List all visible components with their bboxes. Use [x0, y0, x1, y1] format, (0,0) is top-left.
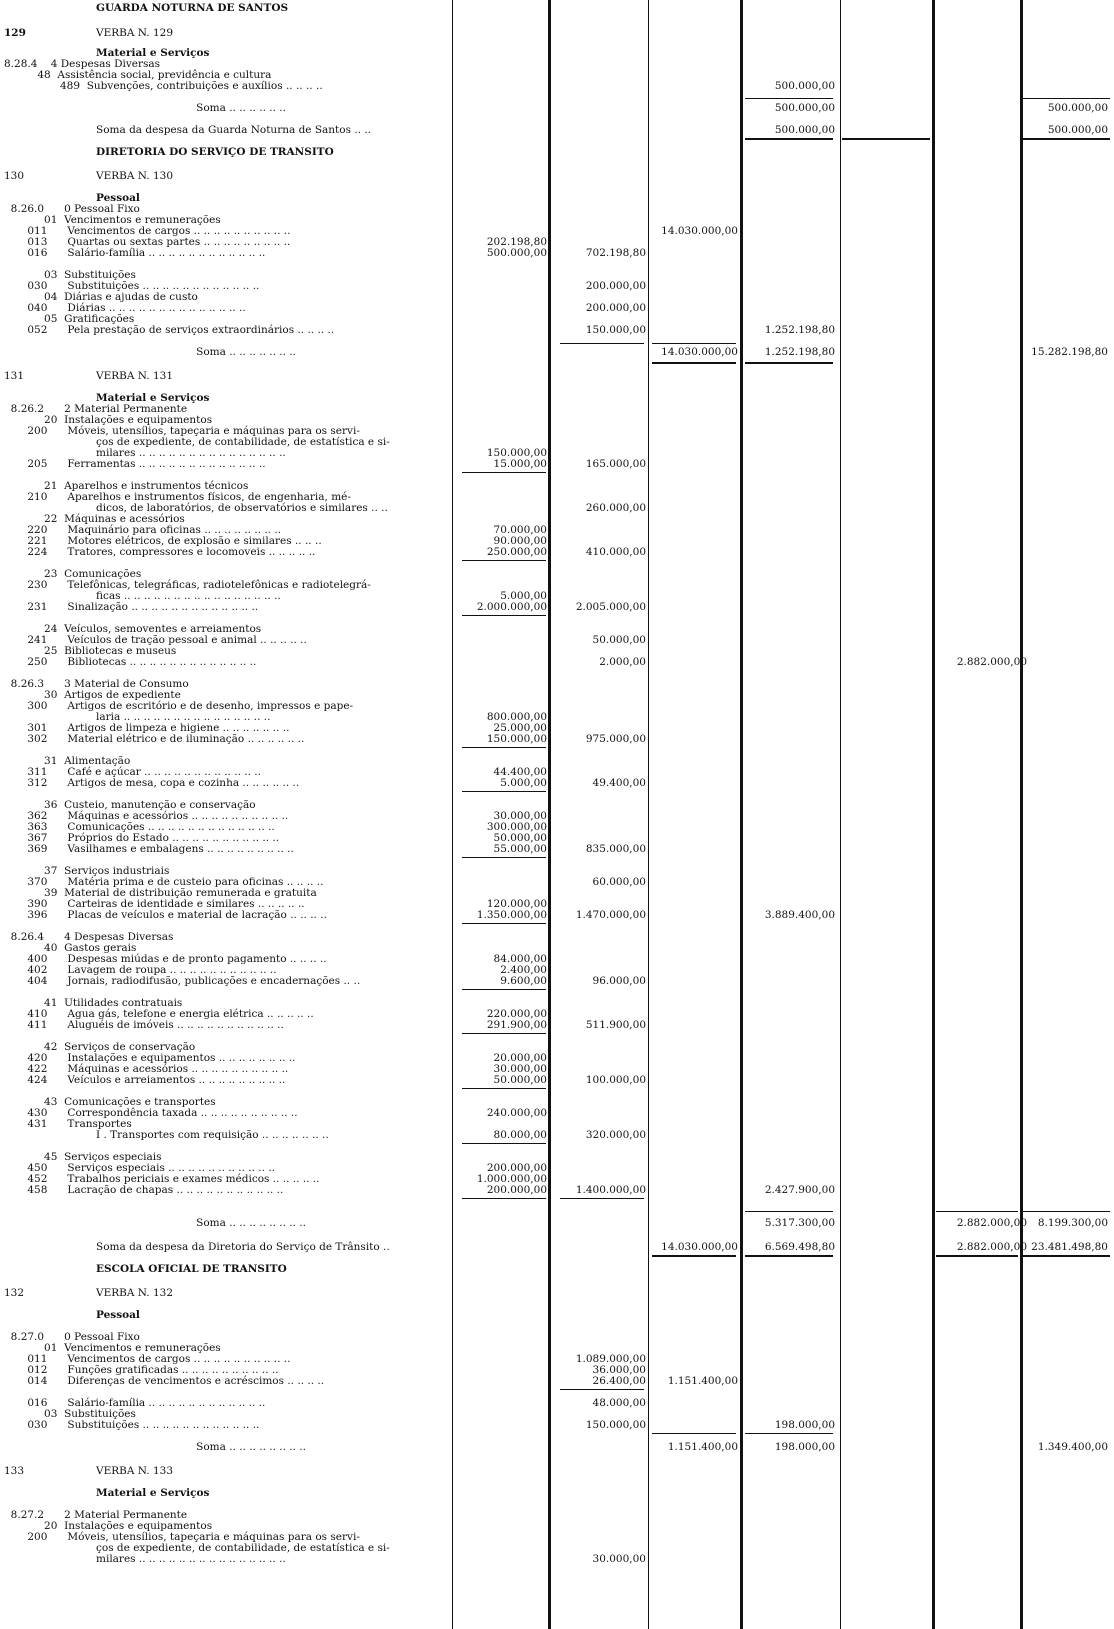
- amount-value: 3.889.400,00: [764, 909, 835, 921]
- document-line: VERBA N. 133: [96, 1465, 174, 1477]
- amount-value: 1.470.000,00: [575, 909, 646, 921]
- amount-value: 260.000,00: [585, 502, 646, 514]
- document-line: 431 Transportes: [4, 1118, 132, 1130]
- amount-value: 23.481.498,80: [1031, 1241, 1108, 1253]
- amount-value: 1.252.198,80: [764, 324, 835, 336]
- amount-value: 202.198,80: [486, 236, 547, 248]
- amount-value: 84.000,00: [493, 953, 547, 965]
- amount-value: 49.400,00: [592, 777, 646, 789]
- sum-rule: [936, 1211, 1018, 1212]
- amount-value: 90.000,00: [493, 535, 547, 547]
- sum-rule: [462, 1143, 546, 1144]
- amount-value: 220.000,00: [486, 1008, 547, 1020]
- document-line: ços de expediente, de contabilidade, de estatística e si-: [96, 436, 390, 448]
- document-line: Soma .. .. .. .. .. .. ..: [96, 346, 296, 358]
- document-line: 311 Café e açúcar .. .. .. .. .. .. .. .. .. .. .. ..: [4, 766, 261, 778]
- amount-value: 8.199.300,00: [1037, 1217, 1108, 1229]
- document-line: 01 Vencimentos e remunerações: [4, 214, 221, 226]
- amount-value: 5.000,00: [500, 777, 547, 789]
- amount-value: 100.000,00: [585, 1074, 646, 1086]
- document-line: 011 Vencimentos de cargos .. .. .. .. .. .. .. .. .. ..: [4, 225, 291, 237]
- document-line: 014 Diferenças de vencimentos e acréscimos .. .. .. ..: [4, 1375, 325, 1387]
- amount-value: 150.000,00: [585, 1419, 646, 1431]
- column-rule: [840, 0, 841, 1629]
- amount-value: 500.000,00: [774, 102, 835, 114]
- document-line: 20 Instalações e equipamentos: [4, 414, 213, 426]
- document-line: 016 Salário-família .. .. .. .. .. .. .. .. .. .. .. ..: [4, 247, 266, 259]
- sum-rule: [1022, 1255, 1110, 1257]
- document-line: milares .. .. .. .. .. .. .. .. .. .. .. .. .. .. ..: [96, 1553, 286, 1565]
- document-line: 8.26.0 0 Pessoal Fixo: [4, 203, 140, 215]
- amount-value: 2.427.900,00: [764, 1184, 835, 1196]
- document-line: Soma .. .. .. .. .. .. .. ..: [96, 1441, 306, 1453]
- sum-rule: [560, 1198, 644, 1199]
- amount-value: 2.000.000,00: [476, 601, 547, 613]
- document-line: ficas .. .. .. .. .. .. .. .. .. .. .. .. .. .. .. ..: [96, 590, 281, 602]
- document-line: 8.26.3 3 Material de Consumo: [4, 678, 189, 690]
- document-line: 402 Lavagem de roupa .. .. .. .. .. .. .. .. .. .. ..: [4, 964, 277, 976]
- amount-value: 2.882.000,00: [956, 656, 1027, 668]
- document-line: 23 Comunicações: [4, 568, 142, 580]
- document-line: 48 Assistência social, previdência e cultura: [4, 69, 272, 81]
- sum-rule: [745, 98, 833, 99]
- document-line: 30 Artigos de expediente: [4, 689, 181, 701]
- document-line: 131: [4, 370, 25, 382]
- document-line: VERBA N. 132: [96, 1287, 174, 1299]
- amount-value: 200.000,00: [486, 1162, 547, 1174]
- document-line: VERBA N. 130: [96, 170, 174, 182]
- document-line: 030 Substituições .. .. .. .. .. .. .. .. .. .. .. ..: [4, 280, 260, 292]
- document-line: 362 Máquinas e acessórios .. .. .. .. .. .. .. .. .. ..: [4, 810, 289, 822]
- amount-value: 165.000,00: [585, 458, 646, 470]
- document-line: 250 Bibliotecas .. .. .. .. .. .. .. .. .. .. .. .. ..: [4, 656, 257, 668]
- document-line: 411 Aluguéis de imóveis .. .. .. .. .. .. .. .. .. .. ..: [4, 1019, 284, 1031]
- document-line: 8.27.2 2 Material Permanente: [4, 1509, 188, 1521]
- document-line: 200 Móveis, utensílios, tapeçaria e máquinas para os servi-: [4, 1531, 360, 1543]
- sum-rule: [745, 1255, 833, 1257]
- amount-value: 198.000,00: [774, 1441, 835, 1453]
- document-line: 312 Artigos de mesa, copa e cozinha .. .. .. .. .. ..: [4, 777, 300, 789]
- document-line: 37 Serviços industriais: [4, 865, 170, 877]
- document-line: laria .. .. .. .. .. .. .. .. .. .. .. .. .. .. ..: [96, 711, 271, 723]
- amount-value: 150.000,00: [486, 733, 547, 745]
- sum-rule: [560, 1389, 644, 1390]
- document-line: 25 Bibliotecas e museus: [4, 645, 177, 657]
- amount-value: 50.000,00: [493, 1074, 547, 1086]
- sum-rule: [652, 1255, 736, 1257]
- document-line: 396 Placas de veículos e material de lacração .. .. .. ..: [4, 909, 327, 921]
- amount-value: 20.000,00: [493, 1052, 547, 1064]
- document-line: 24 Veículos, semoventes e arreiamentos: [4, 623, 262, 635]
- sum-rule: [1022, 1211, 1110, 1212]
- document-line: 301 Artigos de limpeza e higiene .. .. .. .. .. .. ..: [4, 722, 290, 734]
- amount-value: 500.000,00: [774, 80, 835, 92]
- amount-value: 1.350.000,00: [476, 909, 547, 921]
- amount-value: 15.282.198,80: [1031, 346, 1108, 358]
- amount-value: 200.000,00: [585, 280, 646, 292]
- document-line: 300 Artigos de escritório e de desenho, impressos e pape-: [4, 700, 354, 712]
- amount-value: 1.000.000,00: [476, 1173, 547, 1185]
- sum-rule: [462, 791, 546, 792]
- amount-value: 800.000,00: [486, 711, 547, 723]
- amount-value: 250.000,00: [486, 546, 547, 558]
- document-line: 8.28.4 4 Despesas Diversas: [4, 58, 161, 70]
- amount-value: 5.000,00: [500, 590, 547, 602]
- sum-rule: [745, 362, 833, 364]
- document-line: 424 Veículos e arreiamentos .. .. .. .. .. .. .. .. ..: [4, 1074, 286, 1086]
- amount-value: 835.000,00: [585, 843, 646, 855]
- amount-value: 55.000,00: [493, 843, 547, 855]
- amount-value: 1.151.400,00: [667, 1375, 738, 1387]
- amount-value: 14.030.000,00: [661, 225, 738, 237]
- document-line: 450 Serviços especiais .. .. .. .. .. .. .. .. .. .. ..: [4, 1162, 276, 1174]
- document-line: 400 Despesas miúdas e de pronto pagamento .. .. .. ..: [4, 953, 327, 965]
- column-rule: [740, 0, 743, 1629]
- column-rule: [648, 0, 649, 1629]
- document-line: 130: [4, 170, 25, 182]
- document-line: 012 Funções gratificadas .. .. .. .. .. .. .. .. .. ..: [4, 1364, 279, 1376]
- amount-value: 120.000,00: [486, 898, 547, 910]
- document-line: 030 Substituições .. .. .. .. .. .. .. .. .. .. .. ..: [4, 1419, 260, 1431]
- amount-value: 15.000,00: [493, 458, 547, 470]
- document-line: ESCOLA OFICIAL DE TRANSITO: [96, 1263, 287, 1275]
- amount-value: 9.600,00: [500, 975, 547, 987]
- sum-rule: [462, 1088, 546, 1089]
- document-line: 420 Instalações e equipamentos .. .. .. .. .. .. .. ..: [4, 1052, 296, 1064]
- amount-value: 1.151.400,00: [667, 1441, 738, 1453]
- document-line: 43 Comunicações e transportes: [4, 1096, 216, 1108]
- sum-rule: [462, 747, 546, 748]
- document-line: Material e Serviços: [96, 392, 210, 404]
- document-line: 230 Telefônicas, telegráficas, radiotelefônicas e radiotelegrá-: [4, 579, 371, 591]
- amount-value: 240.000,00: [486, 1107, 547, 1119]
- document-line: Material e Serviços: [96, 47, 210, 59]
- column-rule: [932, 0, 935, 1629]
- document-line: 04 Diárias e ajudas de custo: [4, 291, 198, 303]
- document-line: 011 Vencimentos de cargos .. .. .. .. .. .. .. .. .. ..: [4, 1353, 291, 1365]
- document-line: 404 Jornais, radiodifusão, publicações e encadernações .. ..: [4, 975, 361, 987]
- document-line: 489 Subvenções, contribuições e auxílios .. .. .. ..: [60, 80, 323, 92]
- document-line: Pessoal: [96, 1309, 140, 1321]
- amount-value: 14.030.000,00: [661, 346, 738, 358]
- document-line: 40 Gastos gerais: [4, 942, 137, 954]
- document-line: 210 Aparelhos e instrumentos físicos, de engenharia, mé-: [4, 491, 351, 503]
- sum-rule: [462, 1033, 546, 1034]
- amount-value: 60.000,00: [592, 876, 646, 888]
- sum-rule: [652, 362, 736, 364]
- sum-rule: [462, 560, 546, 561]
- sum-rule: [462, 857, 546, 858]
- amount-value: 200.000,00: [585, 302, 646, 314]
- amount-value: 2.000,00: [599, 656, 646, 668]
- amount-value: 410.000,00: [585, 546, 646, 558]
- amount-value: 26.400,00: [592, 1375, 646, 1387]
- amount-value: 1.349.400,00: [1037, 1441, 1108, 1453]
- column-rule: [452, 0, 453, 1629]
- sum-rule: [462, 923, 546, 924]
- document-line: Soma .. .. .. .. .. ..: [96, 102, 286, 114]
- document-line: dicos, de laboratórios, de observatórios e similares .. ..: [96, 502, 388, 514]
- amount-value: 25.000,00: [493, 722, 547, 734]
- amount-value: 200.000,00: [486, 1184, 547, 1196]
- document-line: 422 Máquinas e acessórios .. .. .. .. .. .. .. .. .. ..: [4, 1063, 289, 1075]
- amount-value: 36.000,00: [592, 1364, 646, 1376]
- document-line: 221 Motores elétricos, de explosão e similares .. .. ..: [4, 535, 322, 547]
- document-line: VERBA N. 129: [96, 27, 174, 39]
- amount-value: 50.000,00: [592, 634, 646, 646]
- sum-rule: [462, 1198, 546, 1199]
- amount-value: 702.198,80: [585, 247, 646, 259]
- amount-value: 6.569.498,80: [764, 1241, 835, 1253]
- document-line: 241 Veículos de tração pessoal e animal .. .. .. .. ..: [4, 634, 307, 646]
- document-line: 01 Vencimentos e remunerações: [4, 1342, 221, 1354]
- amount-value: 500.000,00: [774, 124, 835, 136]
- amount-value: 975.000,00: [585, 733, 646, 745]
- document-line: 05 Gratificações: [4, 313, 135, 325]
- document-line: Soma da despesa da Diretoria do Serviço de Trânsito ..: [96, 1241, 390, 1253]
- amount-value: 511.900,00: [585, 1019, 646, 1031]
- document-line: 8.26.4 4 Despesas Diversas: [4, 931, 174, 943]
- sum-rule: [652, 343, 736, 344]
- amount-value: 150.000,00: [486, 447, 547, 459]
- document-line: 231 Sinalização .. .. .. .. .. .. .. .. .. .. .. .. ..: [4, 601, 259, 613]
- amount-value: 300.000,00: [486, 821, 547, 833]
- amount-value: 30.000,00: [493, 1063, 547, 1075]
- document-line: 22 Máquinas e acessórios: [4, 513, 185, 525]
- amount-value: 500.000,00: [1047, 102, 1108, 114]
- document-line: 363 Comunicações .. .. .. .. .. .. .. .. .. .. .. .. ..: [4, 821, 275, 833]
- document-line: 430 Correspondência taxada .. .. .. .. .. .. .. .. .. ..: [4, 1107, 298, 1119]
- document-line: 367 Próprios do Estado .. .. .. .. .. .. .. .. .. .. ..: [4, 832, 280, 844]
- amount-value: 500.000,00: [486, 247, 547, 259]
- amount-value: 198.000,00: [774, 1419, 835, 1431]
- document-line: 132: [4, 1287, 25, 1299]
- document-line: 133: [4, 1465, 25, 1477]
- sum-rule: [560, 343, 644, 344]
- sum-rule: [1022, 138, 1110, 140]
- document-line: 20 Instalações e equipamentos: [4, 1520, 213, 1532]
- sum-rule: [462, 472, 546, 473]
- document-line: 458 Lacração de chapas .. .. .. .. .. .. .. .. .. .. ..: [4, 1184, 284, 1196]
- document-line: milares .. .. .. .. .. .. .. .. .. .. .. .. .. .. ..: [96, 447, 286, 459]
- document-line: 052 Pela prestação de serviços extraordinários .. .. .. ..: [4, 324, 335, 336]
- sum-rule: [745, 138, 833, 140]
- document-line: 205 Ferramentas .. .. .. .. .. .. .. .. .. .. .. .. ..: [4, 458, 266, 470]
- document-line: 41 Utilidades contratuais: [4, 997, 183, 1009]
- document-line: 03 Substituições: [4, 269, 136, 281]
- document-line: 03 Substituições: [4, 1408, 136, 1420]
- document-line: 370 Matéria prima e de custeio para oficinas .. .. .. ..: [4, 876, 324, 888]
- column-rule: [1020, 0, 1023, 1629]
- amount-value: 500.000,00: [1047, 124, 1108, 136]
- document-line: 410 Agua gás, telefone e energia elétrica .. .. .. .. ..: [4, 1008, 314, 1020]
- document-line: Pessoal: [96, 192, 140, 204]
- document-line: 129: [4, 27, 26, 39]
- sum-rule: [745, 1433, 833, 1434]
- document-line: 302 Material elétrico e de iluminação .. .. .. .. .. ..: [4, 733, 305, 745]
- amount-value: 2.882.000,00: [956, 1217, 1027, 1229]
- sum-rule: [462, 989, 546, 990]
- sum-rule: [462, 615, 546, 616]
- amount-value: 320.000,00: [585, 1129, 646, 1141]
- sum-rule: [652, 1433, 736, 1434]
- amount-value: 1.400.000,00: [575, 1184, 646, 1196]
- document-line: 31 Alimentação: [4, 755, 131, 767]
- document-line: VERBA N. 131: [96, 370, 174, 382]
- document-line: DIRETORIA DO SERVIÇO DE TRANSITO: [96, 146, 334, 158]
- amount-value: 2.882.000,00: [956, 1241, 1027, 1253]
- document-line: 016 Salário-família .. .. .. .. .. .. .. .. .. .. .. ..: [4, 1397, 266, 1409]
- amount-value: 1.252.198,80: [764, 346, 835, 358]
- amount-value: 70.000,00: [493, 524, 547, 536]
- document-line: ços de expediente, de contabilidade, de estatística e si-: [96, 1542, 390, 1554]
- document-line: Material e Serviços: [96, 1487, 210, 1499]
- document-line: Soma .. .. .. .. .. .. .. ..: [96, 1217, 306, 1229]
- document-line: 040 Diárias .. .. .. .. .. .. .. .. .. .. .. .. .. ..: [4, 302, 246, 314]
- document-line: 200 Móveis, utensílios, tapeçaria e máquinas para os servi-: [4, 425, 360, 437]
- amount-value: 30.000,00: [592, 1553, 646, 1565]
- sum-rule: [1022, 98, 1110, 99]
- document-line: 39 Material de distribuição remunerada e gratuita: [4, 887, 317, 899]
- document-line: 45 Serviços especiais: [4, 1151, 162, 1163]
- amount-value: 44.400,00: [493, 766, 547, 778]
- document-line: 369 Vasilhames e embalagens .. .. .. .. .. .. .. .. ..: [4, 843, 294, 855]
- amount-value: 150.000,00: [585, 324, 646, 336]
- document-line: GUARDA NOTURNA DE SANTOS: [96, 2, 289, 14]
- sum-rule: [842, 138, 930, 140]
- document-line: 220 Maquinário para oficinas .. .. .. .. .. .. .. ..: [4, 524, 282, 536]
- sum-rule: [936, 1255, 1018, 1257]
- amount-value: 2.005.000,00: [575, 601, 646, 613]
- document-line: 8.27.0 0 Pessoal Fixo: [4, 1331, 140, 1343]
- amount-value: 291.900,00: [486, 1019, 547, 1031]
- amount-value: 2.400,00: [500, 964, 547, 976]
- amount-value: 14.030.000,00: [661, 1241, 738, 1253]
- amount-value: 48.000,00: [592, 1397, 646, 1409]
- sum-rule: [745, 1211, 833, 1212]
- amount-value: 50.000,00: [493, 832, 547, 844]
- document-line: 21 Aparelhos e instrumentos técnicos: [4, 480, 249, 492]
- document-line: 36 Custeio, manutenção e conservação: [4, 799, 256, 811]
- document-line: 390 Carteiras de identidade e similares .. .. .. .. ..: [4, 898, 305, 910]
- document-line: 452 Trabalhos periciais e exames médicos .. .. .. .. ..: [4, 1173, 320, 1185]
- amount-value: 30.000,00: [493, 810, 547, 822]
- document-line: 8.26.2 2 Material Permanente: [4, 403, 188, 415]
- document-line: 42 Serviços de conservação: [4, 1041, 196, 1053]
- document-line: I . Transportes com requisição .. .. .. .. .. .. ..: [96, 1129, 329, 1141]
- document-line: 224 Tratores, compressores e locomoveis .. .. .. .. ..: [4, 546, 316, 558]
- amount-value: 96.000,00: [592, 975, 646, 987]
- document-line: 013 Quartas ou sextas partes .. .. .. .. .. .. .. .. ..: [4, 236, 291, 248]
- amount-value: 1.089.000,00: [575, 1353, 646, 1365]
- amount-value: 5.317.300,00: [764, 1217, 835, 1229]
- document-line: Soma da despesa da Guarda Noturna de Santos .. ..: [96, 124, 372, 136]
- amount-value: 80.000,00: [493, 1129, 547, 1141]
